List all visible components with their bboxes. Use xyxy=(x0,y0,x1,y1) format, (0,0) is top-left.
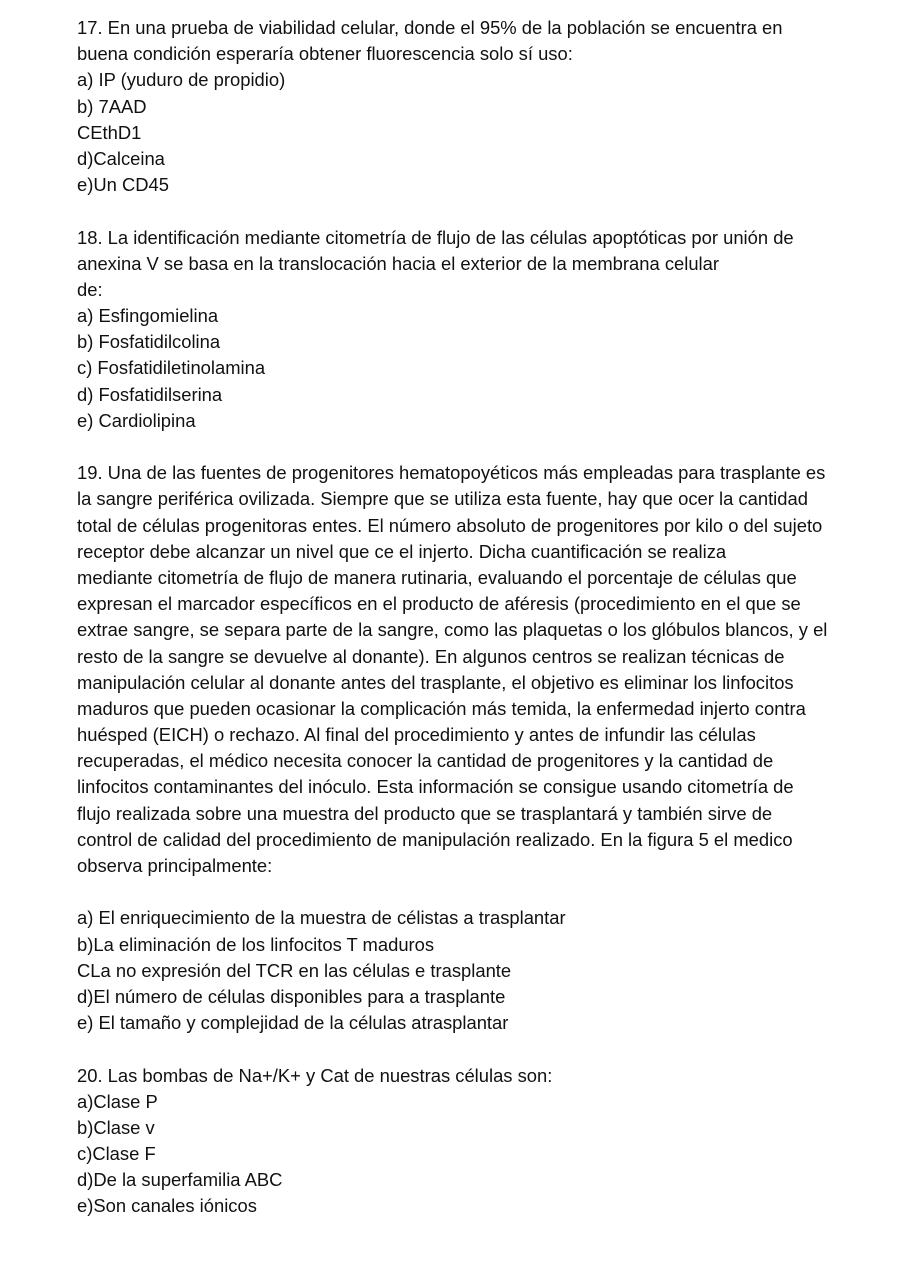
answer-option: d) Fosfatidilserina xyxy=(77,383,223,405)
blank-line xyxy=(77,879,912,905)
answer-option: CLa no expresión del TCR en las células e trasplante xyxy=(77,959,512,981)
question-stem-line: observa principalmente: xyxy=(77,855,273,876)
question-17 xyxy=(77,15,912,198)
answer-option: e)Un CD45 xyxy=(77,174,169,196)
answer-option: e)Son canales iónicos xyxy=(77,1195,257,1217)
question-stem-line: anexina V se basa en la translocación hacia el exterior de la membrana celular xyxy=(77,252,719,274)
answer-option: a) IP (yuduro de propidio) xyxy=(77,69,286,91)
question-stem-line: 17. En una prueba de viabilidad celular, donde el 95% de la población se encuentra en xyxy=(77,17,783,38)
question-stem-line: extrae sangre, se separa parte de la sangre, como las plaquetas o los glóbulos blancos, y el xyxy=(77,619,828,641)
question-stem-line: receptor debe alcanzar un nivel que ce el injerto. Dicha cuantificación se realiza xyxy=(77,540,727,562)
blank-line xyxy=(77,198,912,224)
answer-option: c) Fosfatidiletinolamina xyxy=(77,357,266,379)
question-stem-line: expresan el marcador específicos en el producto de aféresis (procedimiento en el que se xyxy=(77,593,801,615)
question-stem-line: linfocitos contaminantes del inóculo. Esta información se consigue usando citometría de xyxy=(77,776,794,798)
question-20 xyxy=(77,1063,912,1220)
blank-line xyxy=(77,434,912,460)
question-stem-line: maduros que pueden ocasionar la complicación más temida, la enfermedad injerto contra xyxy=(77,697,806,719)
question-stem-line: mediante citometría de flujo de manera rutinaria, evaluando el porcentaje de células que xyxy=(77,566,797,588)
question-stem-line: flujo realizada sobre una muestra del producto que se trasplantará y también sirve de xyxy=(77,802,773,824)
answer-option: d)Calceina xyxy=(77,147,165,169)
question-stem-line: la sangre periférica ovilizada. Siempre que se utiliza esta fuente, hay que ocer la cantidad xyxy=(77,488,808,510)
question-stem-line: buena condición esperaría obtener fluorescencia solo sí uso: xyxy=(77,43,573,65)
answer-option: b) Fosfatidilcolina xyxy=(77,331,221,353)
answer-option: d)El número de células disponibles para a trasplante xyxy=(77,985,506,1007)
blank-line xyxy=(77,1036,912,1062)
answer-option: c)Clase F xyxy=(77,1143,156,1165)
answer-option: e) El tamaño y complejidad de la células atrasplantar xyxy=(77,1012,509,1034)
answer-option: a)Clase P xyxy=(77,1090,158,1112)
question-stem-line: manipulación celular al donante antes del trasplante, el objetivo es eliminar los linfocitos xyxy=(77,671,794,693)
question-stem-line: 19. Una de las fuentes de progenitores hematopoyéticos más empleadas para trasplante es xyxy=(77,462,826,484)
question-18 xyxy=(77,225,912,435)
question-stem-line: de: xyxy=(77,278,103,300)
question-stem-line: control de calidad del procedimiento de manipulación realizado. En la figura 5 el medico xyxy=(77,828,793,850)
answer-option: CEthD1 xyxy=(77,121,142,143)
answer-option: b)La eliminación de los linfocitos T maduros xyxy=(77,933,435,955)
question-stem-line: recuperadas, el médico necesita conocer la cantidad de progenitores y la cantidad de xyxy=(77,750,774,772)
question-stem-line: 18. La identificación mediante citometría de flujo de las células apoptóticas por unión de xyxy=(77,226,794,248)
question-stem-line: resto de la sangre se devuelve al donante). En algunos centros se realizan técnicas de xyxy=(77,645,785,667)
answer-option: d)De la superfamilia ABC xyxy=(77,1169,283,1191)
answer-option: b) 7AAD xyxy=(77,95,147,117)
question-19 xyxy=(77,460,912,1036)
answer-option: a) El enriquecimiento de la muestra de célistas a trasplantar xyxy=(77,907,566,929)
answer-option: a) Esfingomielina xyxy=(77,305,219,327)
answer-option: e) Cardiolipina xyxy=(77,409,196,431)
document-page xyxy=(77,15,912,1220)
question-stem-line: total de células progenitoras entes. El número absoluto de progenitores por kilo o del sujeto xyxy=(77,514,823,536)
question-stem-line: huésped (EICH) o rechazo. Al final del procedimiento y antes de infundir las células xyxy=(77,724,756,746)
answer-option: b)Clase v xyxy=(77,1116,155,1138)
question-stem-line: 20. Las bombas de Na+/K+ y Cat de nuestras células son: xyxy=(77,1064,553,1086)
